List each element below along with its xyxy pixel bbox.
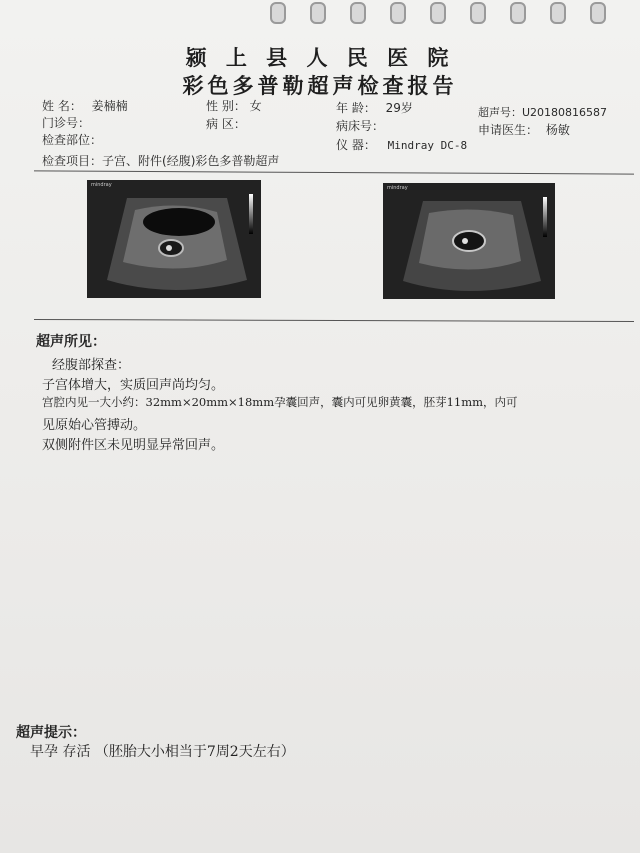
exam-no-field [478,104,607,120]
findings-line-3: 宫腔内见一大小约：32mm×20mm×18mm孕囊回声，囊内可见卵黄囊，胚芽11mm，内可 [42,395,518,409]
gender-value: 女 [249,99,262,113]
exam-no-value: U20180816587 [522,106,608,119]
grayscale-bar [543,197,547,237]
age-value: 29岁 [385,101,413,115]
doctor-value: 杨敏 [545,123,570,137]
ultrasound-scan-2 [383,183,555,299]
age-field [336,99,413,116]
item-field [42,152,279,169]
item-label: 检查项目： [42,154,103,168]
name-field [42,97,128,114]
doctor-label: 申请医生： [478,123,539,137]
findings-line-2: 子宫体增大，实质回声尚均匀。 [42,378,225,393]
doctor-field [478,121,570,138]
divider-top [34,170,634,174]
ward-label: 病 区： [206,117,246,131]
hospital-name: 颍 上 县 人 民 医 院 [185,45,455,70]
ultrasound-scan-1 [87,180,261,298]
image-brand-label: mindray [387,185,408,191]
device-label: 仪 器： [336,138,376,152]
exam-no-label: 超声号： [478,106,522,119]
gender-label: 性 别： [206,99,246,113]
findings-heading: 超声所见： [36,334,106,350]
device-field [336,136,467,153]
clinic-no-label: 门诊号： [42,116,91,130]
site-label: 检查部位： [42,133,103,147]
report-title: 彩色多普勒超声检查报告 [182,73,458,98]
name-label: 姓 名： [42,99,82,113]
ultrasound-image-1 [87,180,261,298]
findings-line-4: 见原始心管搏动。 [42,418,147,433]
image-brand-label: mindray [91,182,112,188]
ultrasound-image-2 [383,183,555,299]
item-value: 子宫、附件(经腹)彩色多普勒超声 [102,154,280,168]
grayscale-bar [249,194,253,234]
conclusion-text: 早孕 存活 （胚胎大小相当于7周2天左右） [30,744,295,760]
divider-middle [34,319,634,322]
conclusion-heading: 超声提示： [16,725,86,741]
findings-line-1: 经腹部探查： [52,358,131,373]
findings-line-5: 双侧附件区未见明显异常回声。 [42,438,225,453]
age-label: 年 龄： [336,101,376,115]
gender-field [206,97,262,114]
bed-no-label: 病床号： [336,119,385,133]
name-value: 姜楠楠 [91,99,128,113]
device-value: Mindray DC-8 [387,139,468,152]
binder-rings [250,0,640,24]
